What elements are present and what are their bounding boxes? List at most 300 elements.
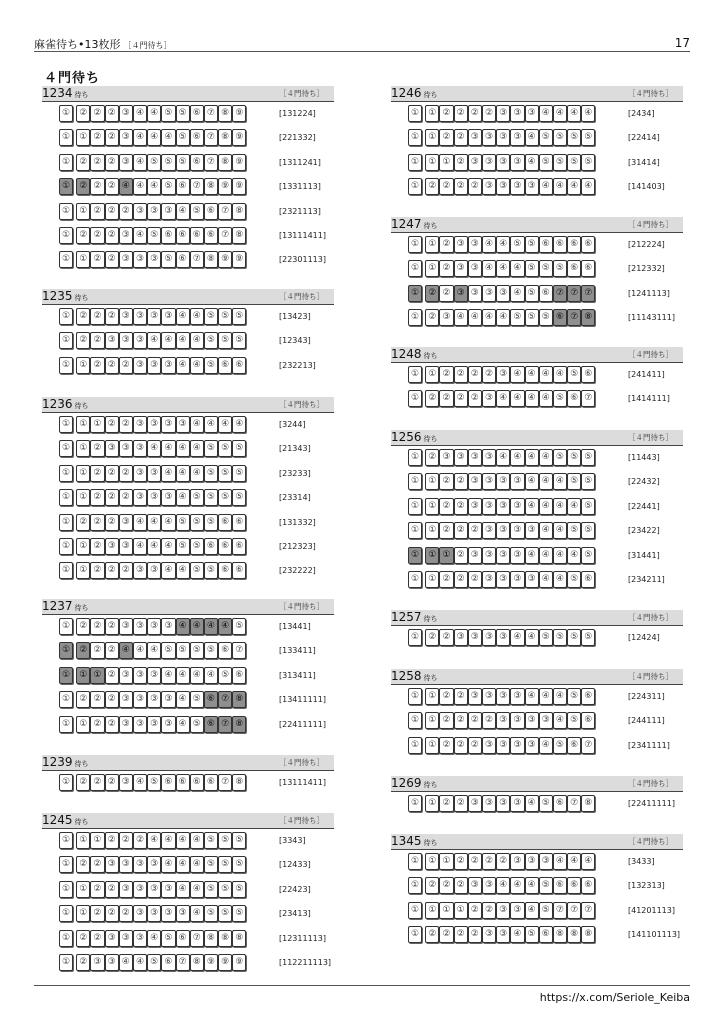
pin-7-tile: ⑦ — [218, 227, 232, 244]
pin-4-tile: ④ — [482, 309, 496, 326]
pin-4-tile: ④ — [525, 154, 539, 171]
pin-5-tile: ⑤ — [176, 105, 190, 122]
pin-2-tile: ② — [468, 390, 482, 407]
hand-row — [42, 200, 334, 224]
pin-4-tile: ④ — [190, 832, 204, 849]
pin-5-tile: ⑤ — [176, 538, 190, 555]
section-title — [42, 289, 89, 306]
pin-2-tile: ② — [425, 390, 439, 407]
shape-code: [13111411] — [279, 230, 326, 240]
pin-2-tile: ② — [76, 618, 90, 635]
pin-2-tile: ② — [90, 154, 104, 171]
pin-2-tile: ② — [119, 832, 133, 849]
section-wait-label: 待ち — [74, 818, 89, 826]
hand-row — [391, 544, 683, 568]
hand-row — [391, 306, 683, 330]
pin-3-tile: ③ — [496, 688, 510, 705]
pin-2-tile: ② — [425, 449, 439, 466]
pin-4-tile: ④ — [567, 853, 581, 870]
pin-2-tile: ② — [454, 926, 468, 943]
pin-4-tile: ④ — [567, 498, 581, 515]
pin-5-tile: ⑤ — [553, 629, 567, 646]
tile-group — [59, 203, 246, 220]
pin-2-tile: ② — [454, 129, 468, 146]
pin-3-tile: ③ — [105, 332, 119, 349]
pin-1-tile: ① — [454, 902, 468, 919]
pin-3-tile: ③ — [147, 489, 161, 506]
section-wait-label: 待ち — [74, 402, 89, 410]
pin-3-tile: ③ — [510, 178, 524, 195]
pin-2-tile: ② — [468, 926, 482, 943]
shape-code: [22414] — [628, 133, 660, 143]
pin-1-tile: ① — [408, 902, 422, 919]
pin-8-tile: ⑧ — [232, 227, 246, 244]
pin-3-tile: ③ — [133, 416, 147, 433]
pin-5-tile: ⑤ — [567, 129, 581, 146]
tile-group — [408, 737, 595, 754]
pin-3-tile: ③ — [496, 629, 510, 646]
pin-4-tile: ④ — [190, 856, 204, 873]
pin-6-tile: ⑥ — [553, 795, 567, 812]
pin-2-tile: ② — [119, 489, 133, 506]
pin-6-tile: ⑥ — [190, 227, 204, 244]
pin-9-tile: ⑨ — [218, 251, 232, 268]
pin-3-tile: ③ — [525, 522, 539, 539]
tile-group — [59, 905, 246, 922]
pin-3-tile: ③ — [496, 737, 510, 754]
pin-5-tile: ⑤ — [190, 514, 204, 531]
pin-2-tile: ② — [90, 881, 104, 898]
section-header — [391, 347, 683, 363]
pin-3-tile: ③ — [119, 691, 133, 708]
pin-3-tile: ③ — [525, 105, 539, 122]
pin-1-tile: ① — [439, 547, 453, 564]
hand-row — [42, 615, 334, 639]
pin-6-tile: ⑥ — [176, 251, 190, 268]
pin-1-tile: ① — [76, 465, 90, 482]
pin-1-tile: ① — [408, 795, 422, 812]
tile-group — [59, 251, 246, 268]
pin-3-tile: ③ — [147, 251, 161, 268]
pin-1-tile: ① — [425, 712, 439, 729]
pin-9-tile: ⑨ — [218, 954, 232, 971]
hand-row — [391, 874, 683, 898]
pin-2-tile: ② — [439, 129, 453, 146]
pin-4-tile: ④ — [147, 538, 161, 555]
pin-3-tile: ③ — [133, 332, 147, 349]
pin-3-tile: ③ — [468, 877, 482, 894]
pin-3-tile: ③ — [133, 251, 147, 268]
pin-2-tile: ② — [425, 629, 439, 646]
pin-6-tile: ⑥ — [204, 774, 218, 791]
pin-5-tile: ⑤ — [204, 881, 218, 898]
tile-group — [408, 390, 595, 407]
section-number: 1256 — [391, 430, 422, 444]
shape-code: [22423] — [279, 884, 311, 894]
pin-3-tile: ③ — [161, 905, 175, 922]
pin-1-tile: ① — [408, 309, 422, 326]
pin-2-tile: ② — [454, 853, 468, 870]
pin-4-tile: ④ — [539, 547, 553, 564]
pin-3-tile: ③ — [539, 712, 553, 729]
pin-3-tile: ③ — [510, 154, 524, 171]
pin-5-tile: ⑤ — [232, 618, 246, 635]
pin-4-tile: ④ — [133, 154, 147, 171]
pin-4-tile: ④ — [539, 390, 553, 407]
pin-2-tile: ② — [454, 473, 468, 490]
section-tag: ［４門待ち］ — [628, 433, 673, 442]
pin-9-tile: ⑨ — [218, 178, 232, 195]
footer-url[interactable]: https://x.com/Seriole_Keiba — [539, 991, 690, 1004]
pin-3-tile: ③ — [147, 618, 161, 635]
pin-2-tile: ② — [454, 547, 468, 564]
section-header — [42, 755, 334, 771]
pin-3-tile: ③ — [133, 562, 147, 579]
pin-1-tile: ① — [59, 489, 73, 506]
section-header — [391, 217, 683, 233]
shape-code: [232213] — [279, 360, 316, 370]
pin-7-tile: ⑦ — [581, 902, 595, 919]
section-tag: ［４門待ち］ — [628, 350, 673, 359]
section-number: 1269 — [391, 776, 422, 790]
pin-3-tile: ③ — [482, 449, 496, 466]
pin-7-tile: ⑦ — [204, 129, 218, 146]
hand-row — [42, 305, 334, 329]
pin-8-tile: ⑧ — [190, 954, 204, 971]
pin-6-tile: ⑥ — [567, 236, 581, 253]
pin-4-tile: ④ — [553, 571, 567, 588]
tile-group — [59, 416, 246, 433]
pin-7-tile: ⑦ — [567, 795, 581, 812]
pin-4-tile: ④ — [539, 571, 553, 588]
section-tag: ［４門待ち］ — [279, 758, 324, 767]
pin-1-tile: ① — [408, 285, 422, 302]
pin-4-tile: ④ — [553, 105, 567, 122]
pin-6-tile: ⑥ — [539, 285, 553, 302]
pin-9-tile: ⑨ — [204, 954, 218, 971]
pin-3-tile: ③ — [496, 902, 510, 919]
pin-4-tile: ④ — [161, 465, 175, 482]
pin-2-tile: ② — [119, 203, 133, 220]
pin-2-tile: ② — [90, 642, 104, 659]
hand-row — [391, 363, 683, 387]
pin-1-tile: ① — [59, 954, 73, 971]
pin-2-tile: ② — [76, 178, 90, 195]
pin-1-tile: ① — [76, 562, 90, 579]
tile-group — [408, 154, 595, 171]
pin-8-tile: ⑧ — [232, 203, 246, 220]
shape-code: [232222] — [279, 566, 316, 576]
pin-5-tile: ⑤ — [147, 154, 161, 171]
pin-3-tile: ③ — [119, 227, 133, 244]
pin-2-tile: ② — [468, 737, 482, 754]
pin-5-tile: ⑤ — [218, 465, 232, 482]
pin-6-tile: ⑥ — [567, 390, 581, 407]
pin-3-tile: ③ — [147, 357, 161, 374]
pin-2-tile: ② — [482, 853, 496, 870]
section-number: 1237 — [42, 599, 73, 613]
pin-3-tile: ③ — [496, 285, 510, 302]
section-tag: ［４門待ち］ — [279, 89, 324, 98]
pin-6-tile: ⑥ — [581, 366, 595, 383]
pin-4-tile: ④ — [204, 618, 218, 635]
pin-5-tile: ⑤ — [567, 688, 581, 705]
pin-3-tile: ③ — [496, 366, 510, 383]
pin-1-tile: ① — [408, 547, 422, 564]
pin-1-tile: ① — [425, 236, 439, 253]
pin-1-tile: ① — [59, 930, 73, 947]
section-number: 1258 — [391, 669, 422, 683]
pin-6-tile: ⑥ — [190, 154, 204, 171]
pin-2-tile: ② — [105, 716, 119, 733]
pin-2-tile: ② — [76, 954, 90, 971]
hand-row — [42, 102, 334, 126]
pin-6-tile: ⑥ — [553, 877, 567, 894]
pin-4-tile: ④ — [581, 853, 595, 870]
shape-code: [22411111] — [628, 799, 675, 808]
pin-4-tile: ④ — [567, 178, 581, 195]
pin-2-tile: ② — [454, 498, 468, 515]
pin-4-tile: ④ — [147, 832, 161, 849]
pin-4-tile: ④ — [190, 905, 204, 922]
section-tag: ［４門待ち］ — [628, 613, 673, 622]
pin-1-tile: ① — [59, 129, 73, 146]
pin-3-tile: ③ — [468, 154, 482, 171]
hand-row — [42, 175, 334, 199]
pin-3-tile: ③ — [496, 154, 510, 171]
pin-3-tile: ③ — [147, 562, 161, 579]
wait-section — [391, 217, 683, 331]
pin-3-tile: ③ — [510, 795, 524, 812]
shape-code: [212332] — [628, 264, 665, 274]
pin-9-tile: ⑨ — [232, 105, 246, 122]
pin-5-tile: ⑤ — [176, 129, 190, 146]
section-number: 1246 — [391, 86, 422, 100]
pin-4-tile: ④ — [525, 902, 539, 919]
pin-5-tile: ⑤ — [161, 642, 175, 659]
pin-3-tile: ③ — [119, 251, 133, 268]
pin-5-tile: ⑤ — [539, 877, 553, 894]
shape-code: [13411111] — [279, 695, 326, 705]
pin-6-tile: ⑥ — [581, 236, 595, 253]
pin-1-tile: ① — [90, 416, 104, 433]
pin-2-tile: ② — [454, 795, 468, 812]
tile-group — [59, 154, 246, 171]
pin-1-tile: ① — [59, 642, 73, 659]
hand-row — [42, 535, 334, 559]
hand-row — [42, 437, 334, 461]
pin-5-tile: ⑤ — [525, 236, 539, 253]
pin-2-tile: ② — [439, 629, 453, 646]
pin-1-tile: ① — [76, 489, 90, 506]
tile-group — [408, 285, 595, 302]
tile-group — [408, 473, 595, 490]
pin-4-tile: ④ — [581, 178, 595, 195]
section-title — [391, 347, 438, 364]
pin-5-tile: ⑤ — [161, 251, 175, 268]
pin-1-tile: ① — [76, 667, 90, 684]
pin-5-tile: ⑤ — [190, 562, 204, 579]
pin-4-tile: ④ — [539, 737, 553, 754]
pin-5-tile: ⑤ — [539, 902, 553, 919]
hand-row — [391, 792, 683, 816]
shape-code: [212224] — [628, 240, 665, 249]
pin-4-tile: ④ — [553, 712, 567, 729]
pin-7-tile: ⑦ — [581, 285, 595, 302]
pin-3-tile: ③ — [482, 522, 496, 539]
section-tag: ［４門待ち］ — [628, 837, 673, 846]
pin-3-tile: ③ — [161, 357, 175, 374]
hand-row — [391, 102, 683, 126]
pin-3-tile: ③ — [119, 538, 133, 555]
pin-2-tile: ② — [105, 227, 119, 244]
pin-4-tile: ④ — [525, 366, 539, 383]
pin-1-tile: ① — [59, 465, 73, 482]
hand-row — [391, 470, 683, 494]
pin-5-tile: ⑤ — [553, 449, 567, 466]
pin-1-tile: ① — [76, 440, 90, 457]
pin-4-tile: ④ — [161, 129, 175, 146]
pin-3-tile: ③ — [525, 571, 539, 588]
pin-1-tile: ① — [59, 332, 73, 349]
pin-6-tile: ⑥ — [190, 105, 204, 122]
shape-code: [12424] — [628, 633, 660, 642]
pin-1-tile: ① — [408, 154, 422, 171]
pin-7-tile: ⑦ — [232, 642, 246, 659]
tile-group — [408, 926, 595, 943]
pin-3-tile: ③ — [510, 129, 524, 146]
pin-4-tile: ④ — [454, 309, 468, 326]
pin-4-tile: ④ — [133, 774, 147, 791]
section-number: 1239 — [42, 755, 73, 769]
pin-2-tile: ② — [105, 691, 119, 708]
pin-2-tile: ② — [90, 227, 104, 244]
pin-1-tile: ① — [439, 154, 453, 171]
pin-3-tile: ③ — [525, 178, 539, 195]
pin-2-tile: ② — [76, 105, 90, 122]
pin-1-tile: ① — [408, 853, 422, 870]
pin-1-tile: ① — [59, 154, 73, 171]
pin-1-tile: ① — [76, 251, 90, 268]
tile-group — [59, 489, 246, 506]
pin-8-tile: ⑧ — [581, 309, 595, 326]
tile-group — [408, 571, 595, 588]
tile-group — [59, 856, 246, 873]
hand-row — [391, 899, 683, 923]
pin-6-tile: ⑥ — [581, 688, 595, 705]
pin-1-tile: ① — [59, 856, 73, 873]
pin-5-tile: ⑤ — [232, 856, 246, 873]
pin-4-tile: ④ — [147, 178, 161, 195]
pin-3-tile: ③ — [482, 926, 496, 943]
pin-2-tile: ② — [105, 514, 119, 531]
pin-5-tile: ⑤ — [161, 178, 175, 195]
pin-2-tile: ② — [439, 926, 453, 943]
pin-6-tile: ⑥ — [581, 712, 595, 729]
tile-group — [59, 618, 246, 635]
pin-5-tile: ⑤ — [147, 774, 161, 791]
pin-5-tile: ⑤ — [232, 440, 246, 457]
pin-3-tile: ③ — [105, 930, 119, 947]
pin-5-tile: ⑤ — [176, 514, 190, 531]
pin-2-tile: ② — [90, 856, 104, 873]
pin-2-tile: ② — [454, 178, 468, 195]
pin-2-tile: ② — [482, 712, 496, 729]
hand-row — [391, 175, 683, 199]
pin-4-tile: ④ — [176, 832, 190, 849]
pin-4-tile: ④ — [176, 562, 190, 579]
pin-4-tile: ④ — [553, 547, 567, 564]
pin-4-tile: ④ — [553, 473, 567, 490]
pin-3-tile: ③ — [482, 285, 496, 302]
hand-row — [391, 446, 683, 470]
hand-row — [391, 233, 683, 257]
section-tag: ［４門待ち］ — [628, 89, 673, 98]
pin-1-tile: ① — [408, 366, 422, 383]
pin-2-tile: ② — [90, 105, 104, 122]
pin-5-tile: ⑤ — [232, 905, 246, 922]
pin-4-tile: ④ — [510, 366, 524, 383]
pin-3-tile: ③ — [133, 357, 147, 374]
hand-row — [42, 413, 334, 437]
pin-3-tile: ③ — [161, 203, 175, 220]
pin-8-tile: ⑧ — [204, 930, 218, 947]
tile-group — [59, 129, 246, 146]
pin-5-tile: ⑤ — [147, 954, 161, 971]
pin-5-tile: ⑤ — [525, 309, 539, 326]
pin-6-tile: ⑥ — [161, 954, 175, 971]
pin-2-tile: ② — [90, 178, 104, 195]
pin-2-tile: ② — [425, 309, 439, 326]
wait-section — [42, 599, 334, 737]
pin-5-tile: ⑤ — [218, 440, 232, 457]
pin-6-tile: ⑥ — [232, 562, 246, 579]
shape-code: [11143111] — [628, 313, 675, 323]
pin-4-tile: ④ — [553, 853, 567, 870]
pin-6-tile: ⑥ — [176, 178, 190, 195]
pin-3-tile: ③ — [496, 105, 510, 122]
pin-6-tile: ⑥ — [161, 774, 175, 791]
tile-group — [59, 667, 246, 684]
pin-4-tile: ④ — [553, 498, 567, 515]
pin-4-tile: ④ — [147, 642, 161, 659]
wait-section — [391, 669, 683, 758]
pin-3-tile: ③ — [496, 547, 510, 564]
pin-6-tile: ⑥ — [232, 538, 246, 555]
pin-5-tile: ⑤ — [581, 154, 595, 171]
pin-3-tile: ③ — [105, 856, 119, 873]
pin-3-tile: ③ — [439, 309, 453, 326]
pin-1-tile: ① — [76, 716, 90, 733]
pin-5-tile: ⑤ — [232, 881, 246, 898]
pin-4-tile: ④ — [510, 629, 524, 646]
pin-4-tile: ④ — [176, 881, 190, 898]
pin-1-tile: ① — [425, 473, 439, 490]
pin-3-tile: ③ — [525, 737, 539, 754]
pin-6-tile: ⑥ — [567, 737, 581, 754]
pin-6-tile: ⑥ — [553, 309, 567, 326]
pin-3-tile: ③ — [119, 440, 133, 457]
pin-3-tile: ③ — [482, 688, 496, 705]
shape-code: [221332] — [279, 133, 316, 143]
pin-4-tile: ④ — [510, 390, 524, 407]
pin-4-tile: ④ — [161, 514, 175, 531]
pin-2-tile: ② — [439, 737, 453, 754]
wait-section — [42, 289, 334, 378]
section-number: 1257 — [391, 610, 422, 624]
section-header — [42, 599, 334, 615]
pin-4-tile: ④ — [133, 178, 147, 195]
